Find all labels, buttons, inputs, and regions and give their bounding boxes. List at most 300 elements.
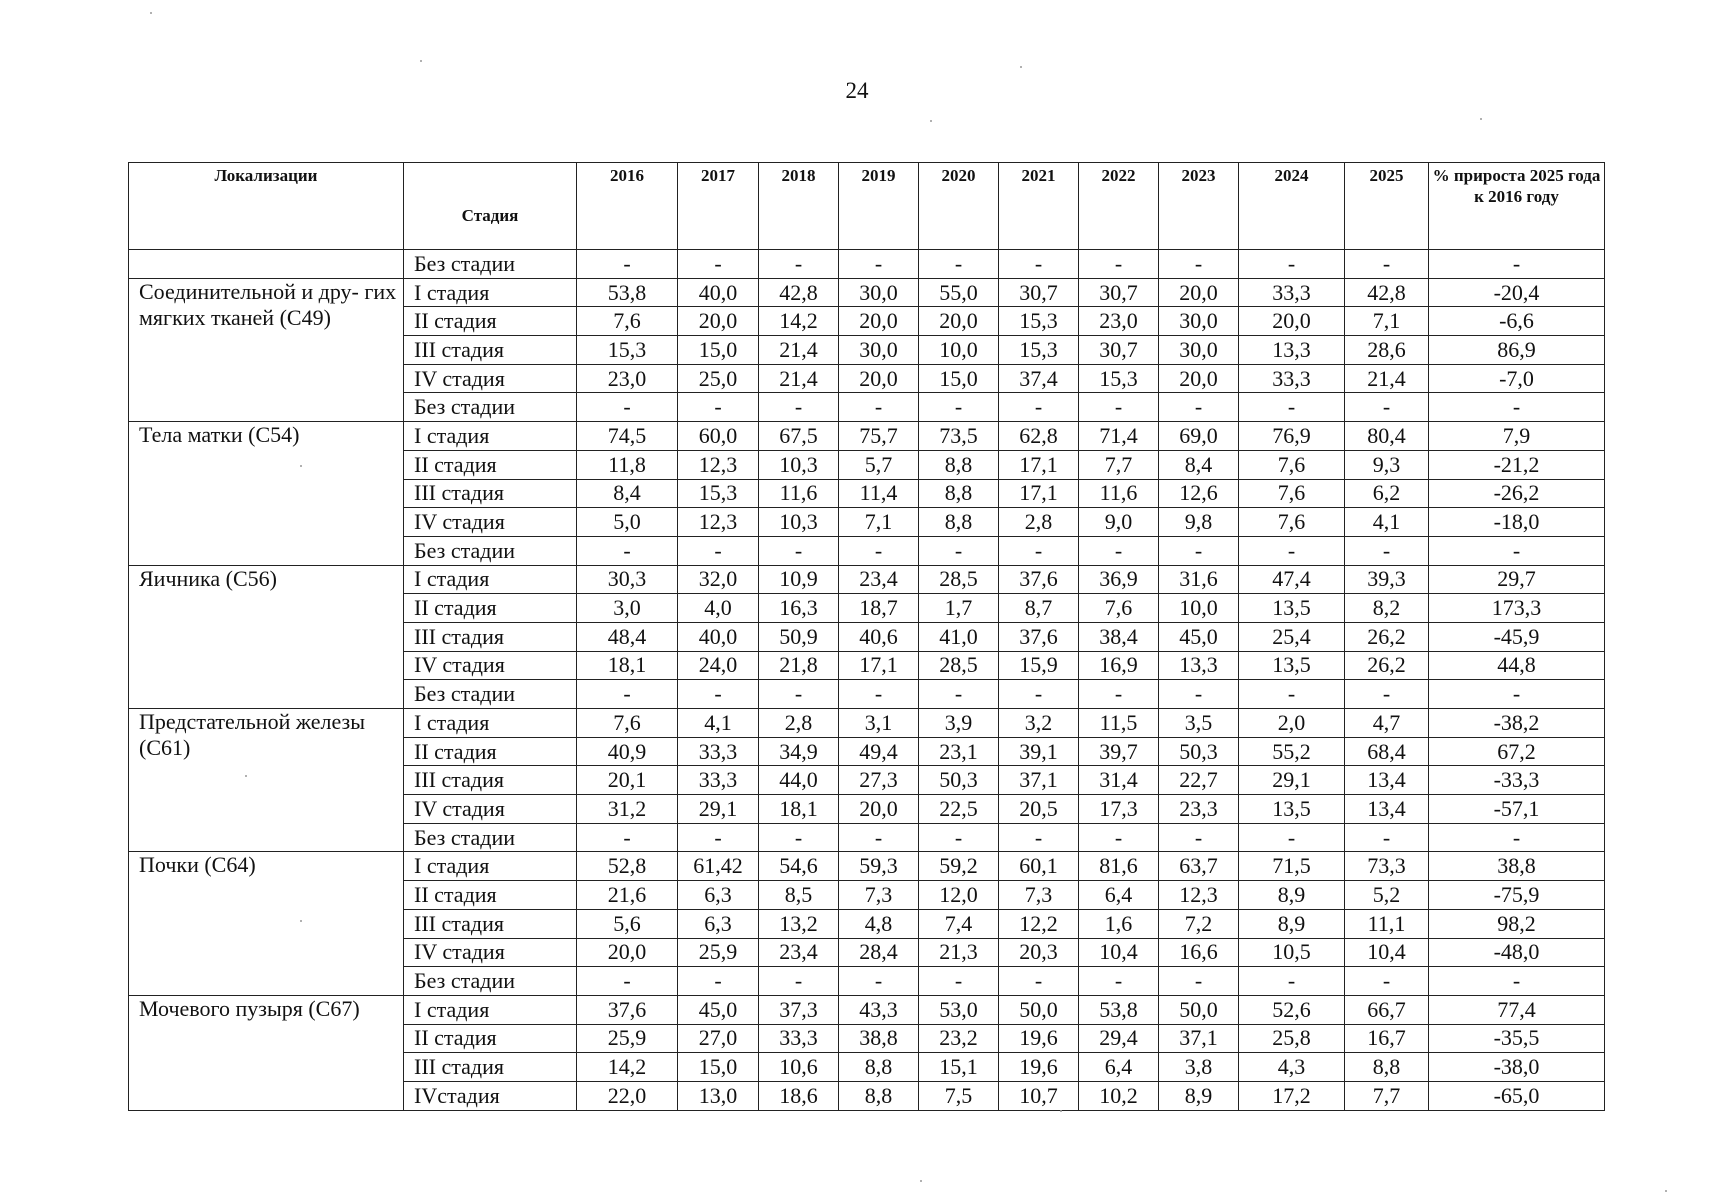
value-cell: 1,6	[1079, 909, 1159, 938]
localization-cell: Тела матки (С54)	[129, 422, 404, 565]
value-cell: 59,3	[839, 852, 919, 881]
stage-cell: III стадия	[404, 622, 577, 651]
value-cell: 9,8	[1159, 508, 1239, 537]
value-cell: 67,5	[759, 422, 839, 451]
value-cell: -	[759, 536, 839, 565]
value-cell: 25,9	[577, 1024, 678, 1053]
value-cell: 23,0	[577, 364, 678, 393]
value-cell: 23,3	[1159, 795, 1239, 824]
stage-cell: IV стадия	[404, 364, 577, 393]
value-cell: 47,4	[1239, 565, 1345, 594]
value-cell: 40,0	[678, 278, 759, 307]
stage-cell: III стадия	[404, 1053, 577, 1082]
value-cell: 6,3	[678, 881, 759, 910]
value-cell: 7,6	[577, 307, 678, 336]
value-cell: 43,3	[839, 995, 919, 1024]
stage-cell: III стадия	[404, 909, 577, 938]
value-cell: -	[839, 393, 919, 422]
value-cell: 28,6	[1345, 336, 1429, 365]
stage-cell: IV стадия	[404, 795, 577, 824]
value-cell: 30,0	[839, 336, 919, 365]
value-cell: 22,7	[1159, 766, 1239, 795]
stage-cell: IV стадия	[404, 651, 577, 680]
value-cell: 71,5	[1239, 852, 1345, 881]
value-cell: 6,2	[1345, 479, 1429, 508]
value-cell: 37,4	[999, 364, 1079, 393]
table-row	[129, 709, 1605, 738]
stage-cell: II стадия	[404, 881, 577, 910]
value-cell: 13,3	[1239, 336, 1345, 365]
value-cell: 29,1	[1239, 766, 1345, 795]
value-cell: -	[839, 967, 919, 996]
value-cell: 22,0	[577, 1081, 678, 1110]
value-cell: 20,0	[577, 938, 678, 967]
value-cell: 23,4	[759, 938, 839, 967]
value-cell: 5,2	[1345, 881, 1429, 910]
stage-cell: I стадия	[404, 852, 577, 881]
value-cell: 33,3	[1239, 364, 1345, 393]
value-cell: -	[1079, 823, 1159, 852]
value-cell: -	[999, 250, 1079, 279]
value-cell: 25,8	[1239, 1024, 1345, 1053]
value-cell: -	[1079, 680, 1159, 709]
stage-cell: Без стадии	[404, 536, 577, 565]
growth-cell: -33,3	[1429, 766, 1605, 795]
value-cell: -	[1159, 680, 1239, 709]
value-cell: -	[577, 250, 678, 279]
value-cell: 12,3	[678, 450, 759, 479]
value-cell: 21,4	[1345, 364, 1429, 393]
localization-cell: Предстательной железы (С61)	[129, 709, 404, 852]
value-cell: 12,3	[1159, 881, 1239, 910]
value-cell: -	[577, 393, 678, 422]
value-cell: -	[919, 967, 999, 996]
value-cell: 17,2	[1239, 1081, 1345, 1110]
value-cell: 6,4	[1079, 1053, 1159, 1082]
value-cell: 50,9	[759, 622, 839, 651]
value-cell: 37,6	[577, 995, 678, 1024]
value-cell: 7,3	[839, 881, 919, 910]
value-cell: -	[678, 250, 759, 279]
value-cell: 31,2	[577, 795, 678, 824]
value-cell: 73,3	[1345, 852, 1429, 881]
value-cell: 29,4	[1079, 1024, 1159, 1053]
value-cell: -	[1345, 250, 1429, 279]
growth-cell: 77,4	[1429, 995, 1605, 1024]
header-row	[129, 163, 1605, 250]
value-cell: -	[1239, 823, 1345, 852]
value-cell: 33,3	[678, 766, 759, 795]
value-cell: 49,4	[839, 737, 919, 766]
stage-cell: III стадия	[404, 479, 577, 508]
value-cell: 37,1	[999, 766, 1079, 795]
value-cell: 33,3	[1239, 278, 1345, 307]
value-cell: 1,7	[919, 594, 999, 623]
value-cell: 21,8	[759, 651, 839, 680]
value-cell: 17,3	[1079, 795, 1159, 824]
value-cell: 21,4	[759, 336, 839, 365]
value-cell: -	[577, 536, 678, 565]
value-cell: 6,4	[1079, 881, 1159, 910]
value-cell: 30,7	[1079, 278, 1159, 307]
page-number: 24	[845, 78, 869, 103]
value-cell: 50,3	[1159, 737, 1239, 766]
value-cell: 13,0	[678, 1081, 759, 1110]
value-cell: 8,7	[999, 594, 1079, 623]
value-cell: 4,1	[678, 709, 759, 738]
value-cell: 20,0	[678, 307, 759, 336]
value-cell: 7,6	[1079, 594, 1159, 623]
value-cell: 11,6	[1079, 479, 1159, 508]
value-cell: 40,6	[839, 622, 919, 651]
value-cell: 53,0	[919, 995, 999, 1024]
value-cell: 80,4	[1345, 422, 1429, 451]
value-cell: 8,8	[919, 450, 999, 479]
stage-cell: Без стадии	[404, 967, 577, 996]
value-cell: 81,6	[1079, 852, 1159, 881]
scan-speck	[300, 465, 302, 467]
value-cell: 21,3	[919, 938, 999, 967]
growth-cell: 38,8	[1429, 852, 1605, 881]
value-cell: 33,3	[759, 1024, 839, 1053]
table-row	[129, 422, 1605, 451]
value-cell: 13,2	[759, 909, 839, 938]
value-cell: -	[1239, 967, 1345, 996]
value-cell: 20,0	[839, 307, 919, 336]
value-cell: 41,0	[919, 622, 999, 651]
stage-cell: Без стадии	[404, 680, 577, 709]
value-cell: 33,3	[678, 737, 759, 766]
value-cell: 37,6	[999, 622, 1079, 651]
growth-cell: -20,4	[1429, 278, 1605, 307]
value-cell: -	[1345, 536, 1429, 565]
growth-cell: -18,0	[1429, 508, 1605, 537]
value-cell: 7,7	[1079, 450, 1159, 479]
value-cell: 37,6	[999, 565, 1079, 594]
value-cell: 4,7	[1345, 709, 1429, 738]
value-cell: 7,1	[1345, 307, 1429, 336]
value-cell: 20,5	[999, 795, 1079, 824]
growth-cell: -7,0	[1429, 364, 1605, 393]
scan-speck	[920, 1180, 922, 1182]
growth-cell: 173,3	[1429, 594, 1605, 623]
growth-cell: -57,1	[1429, 795, 1605, 824]
value-cell: 20,0	[1239, 307, 1345, 336]
stage-cell: II стадия	[404, 737, 577, 766]
value-cell: 50,3	[919, 766, 999, 795]
value-cell: 15,3	[999, 336, 1079, 365]
value-cell: 50,0	[999, 995, 1079, 1024]
value-cell: 34,9	[759, 737, 839, 766]
value-cell: 19,6	[999, 1053, 1079, 1082]
value-cell: 10,2	[1079, 1081, 1159, 1110]
scan-speck	[245, 775, 247, 777]
scan-speck	[1480, 118, 1482, 120]
value-cell: -	[999, 680, 1079, 709]
value-cell: 9,0	[1079, 508, 1159, 537]
value-cell: -	[759, 250, 839, 279]
scan-speck	[420, 60, 422, 62]
value-cell: 73,5	[919, 422, 999, 451]
value-cell: 30,0	[1159, 336, 1239, 365]
value-cell: 8,8	[839, 1053, 919, 1082]
value-cell: 60,0	[678, 422, 759, 451]
value-cell: 7,6	[1239, 450, 1345, 479]
stage-cell: IVстадия	[404, 1081, 577, 1110]
table-row	[129, 250, 1605, 279]
scan-speck	[300, 920, 302, 922]
value-cell: -	[839, 823, 919, 852]
value-cell: 68,4	[1345, 737, 1429, 766]
value-cell: 25,9	[678, 938, 759, 967]
value-cell: 5,0	[577, 508, 678, 537]
growth-cell: 86,9	[1429, 336, 1605, 365]
value-cell: 10,9	[759, 565, 839, 594]
value-cell: 31,4	[1079, 766, 1159, 795]
value-cell: -	[678, 536, 759, 565]
value-cell: 16,3	[759, 594, 839, 623]
value-cell: 55,0	[919, 278, 999, 307]
value-cell: 69,0	[1159, 422, 1239, 451]
value-cell: 10,3	[759, 450, 839, 479]
value-cell: 2,8	[759, 709, 839, 738]
value-cell: 15,3	[678, 479, 759, 508]
value-cell: -	[1079, 393, 1159, 422]
value-cell: -	[759, 967, 839, 996]
value-cell: 12,0	[919, 881, 999, 910]
value-cell: -	[1239, 680, 1345, 709]
value-cell: 30,3	[577, 565, 678, 594]
value-cell: 30,0	[839, 278, 919, 307]
value-cell: 10,0	[919, 336, 999, 365]
value-cell: 16,9	[1079, 651, 1159, 680]
value-cell: 20,0	[919, 307, 999, 336]
value-cell: -	[919, 823, 999, 852]
value-cell: 18,1	[577, 651, 678, 680]
stage-cell: I стадия	[404, 422, 577, 451]
stage-cell: I стадия	[404, 995, 577, 1024]
value-cell: 15,3	[1079, 364, 1159, 393]
value-cell: 8,9	[1159, 1081, 1239, 1110]
growth-cell: -38,0	[1429, 1053, 1605, 1082]
value-cell: 42,8	[1345, 278, 1429, 307]
value-cell: 74,5	[577, 422, 678, 451]
value-cell: 38,8	[839, 1024, 919, 1053]
value-cell: 26,2	[1345, 651, 1429, 680]
value-cell: 23,1	[919, 737, 999, 766]
stage-cell: IV стадия	[404, 508, 577, 537]
value-cell: 14,2	[759, 307, 839, 336]
value-cell: 14,2	[577, 1053, 678, 1082]
value-cell: 21,6	[577, 881, 678, 910]
header-year: 2025	[1345, 163, 1429, 250]
value-cell: 48,4	[577, 622, 678, 651]
value-cell: 10,7	[999, 1081, 1079, 1110]
table-body	[129, 250, 1605, 1111]
value-cell: 3,9	[919, 709, 999, 738]
value-cell: 31,6	[1159, 565, 1239, 594]
value-cell: 8,4	[1159, 450, 1239, 479]
value-cell: 15,0	[678, 1053, 759, 1082]
value-cell: -	[1079, 967, 1159, 996]
localization-cell: Яичника (С56)	[129, 565, 404, 708]
header-stage: Стадия	[404, 163, 577, 250]
header-localization: Локализации	[129, 163, 404, 250]
stage-cell: Без стадии	[404, 250, 577, 279]
growth-cell: -75,9	[1429, 881, 1605, 910]
stage-cell: II стадия	[404, 1024, 577, 1053]
value-cell: 16,7	[1345, 1024, 1429, 1053]
header-year: 2018	[759, 163, 839, 250]
value-cell: -	[1239, 250, 1345, 279]
value-cell: 5,7	[839, 450, 919, 479]
value-cell: 42,8	[759, 278, 839, 307]
value-cell: 45,0	[1159, 622, 1239, 651]
value-cell: 52,8	[577, 852, 678, 881]
value-cell: 39,7	[1079, 737, 1159, 766]
value-cell: 10,4	[1079, 938, 1159, 967]
value-cell: 36,9	[1079, 565, 1159, 594]
value-cell: 7,6	[1239, 479, 1345, 508]
value-cell: 28,4	[839, 938, 919, 967]
value-cell: -	[1345, 393, 1429, 422]
value-cell: 6,3	[678, 909, 759, 938]
value-cell: -	[999, 393, 1079, 422]
growth-cell: -65,0	[1429, 1081, 1605, 1110]
stage-cell: Без стадии	[404, 823, 577, 852]
growth-cell: -26,2	[1429, 479, 1605, 508]
stage-cell: III стадия	[404, 766, 577, 795]
value-cell: -	[1159, 536, 1239, 565]
header-year: 2021	[999, 163, 1079, 250]
value-cell: -	[919, 393, 999, 422]
value-cell: 30,7	[999, 278, 1079, 307]
value-cell: 75,7	[839, 422, 919, 451]
value-cell: 8,8	[839, 1081, 919, 1110]
value-cell: 11,4	[839, 479, 919, 508]
value-cell: 7,2	[1159, 909, 1239, 938]
value-cell: 10,3	[759, 508, 839, 537]
value-cell: 62,8	[999, 422, 1079, 451]
value-cell: -	[1079, 250, 1159, 279]
value-cell: 53,8	[1079, 995, 1159, 1024]
table-row	[129, 565, 1605, 594]
growth-cell: -35,5	[1429, 1024, 1605, 1053]
value-cell: 17,1	[999, 450, 1079, 479]
value-cell: 10,4	[1345, 938, 1429, 967]
header-growth: % прироста 2025 года к 2016 году	[1429, 163, 1605, 250]
value-cell: 7,3	[999, 881, 1079, 910]
value-cell: -	[919, 680, 999, 709]
value-cell: -	[678, 823, 759, 852]
value-cell: 17,1	[839, 651, 919, 680]
growth-cell: -45,9	[1429, 622, 1605, 651]
value-cell: 76,9	[1239, 422, 1345, 451]
localization-cell: Почки (С64)	[129, 852, 404, 995]
value-cell: 18,1	[759, 795, 839, 824]
value-cell: 13,4	[1345, 795, 1429, 824]
value-cell: 15,9	[999, 651, 1079, 680]
value-cell: 8,9	[1239, 909, 1345, 938]
value-cell: 24,0	[678, 651, 759, 680]
value-cell: 10,6	[759, 1053, 839, 1082]
value-cell: 18,7	[839, 594, 919, 623]
value-cell: 55,2	[1239, 737, 1345, 766]
value-cell: 13,4	[1345, 766, 1429, 795]
value-cell: 19,6	[999, 1024, 1079, 1053]
value-cell: -	[759, 680, 839, 709]
growth-cell: -	[1429, 250, 1605, 279]
value-cell: 32,0	[678, 565, 759, 594]
growth-cell: -	[1429, 393, 1605, 422]
value-cell: 8,8	[919, 508, 999, 537]
value-cell: 15,0	[919, 364, 999, 393]
value-cell: -	[999, 536, 1079, 565]
table-row	[129, 852, 1605, 881]
growth-cell: -38,2	[1429, 709, 1605, 738]
value-cell: 26,2	[1345, 622, 1429, 651]
stage-cell: II стадия	[404, 594, 577, 623]
value-cell: 21,4	[759, 364, 839, 393]
value-cell: 25,4	[1239, 622, 1345, 651]
scan-speck	[930, 120, 932, 122]
value-cell: -	[839, 536, 919, 565]
value-cell: 66,7	[1345, 995, 1429, 1024]
value-cell: 8,2	[1345, 594, 1429, 623]
value-cell: -	[678, 967, 759, 996]
stage-cell: III стадия	[404, 336, 577, 365]
value-cell: -	[678, 393, 759, 422]
value-cell: 30,7	[1079, 336, 1159, 365]
value-cell: 18,6	[759, 1081, 839, 1110]
value-cell: 4,0	[678, 594, 759, 623]
value-cell: -	[1345, 967, 1429, 996]
header-year: 2024	[1239, 163, 1345, 250]
value-cell: 16,6	[1159, 938, 1239, 967]
value-cell: 11,6	[759, 479, 839, 508]
value-cell: 8,8	[1345, 1053, 1429, 1082]
value-cell: 29,1	[678, 795, 759, 824]
value-cell: 7,1	[839, 508, 919, 537]
value-cell: 12,3	[678, 508, 759, 537]
value-cell: 13,5	[1239, 651, 1345, 680]
value-cell: 20,3	[999, 938, 1079, 967]
value-cell: 12,2	[999, 909, 1079, 938]
value-cell: -	[1345, 823, 1429, 852]
scan-speck	[1060, 1110, 1062, 1112]
value-cell: -	[1159, 393, 1239, 422]
value-cell: 20,0	[1159, 278, 1239, 307]
value-cell: -	[919, 250, 999, 279]
value-cell: 12,6	[1159, 479, 1239, 508]
scan-speck	[1020, 66, 1022, 68]
value-cell: 2,8	[999, 508, 1079, 537]
value-cell: 7,6	[577, 709, 678, 738]
value-cell: -	[759, 393, 839, 422]
value-cell: 3,0	[577, 594, 678, 623]
value-cell: 20,1	[577, 766, 678, 795]
scan-speck	[150, 12, 152, 14]
growth-cell: 29,7	[1429, 565, 1605, 594]
value-cell: 17,1	[999, 479, 1079, 508]
value-cell: 3,5	[1159, 709, 1239, 738]
value-cell: 28,5	[919, 651, 999, 680]
stage-cell: Без стадии	[404, 393, 577, 422]
value-cell: 27,0	[678, 1024, 759, 1053]
value-cell: 22,5	[919, 795, 999, 824]
value-cell: 37,1	[1159, 1024, 1239, 1053]
value-cell: -	[678, 680, 759, 709]
